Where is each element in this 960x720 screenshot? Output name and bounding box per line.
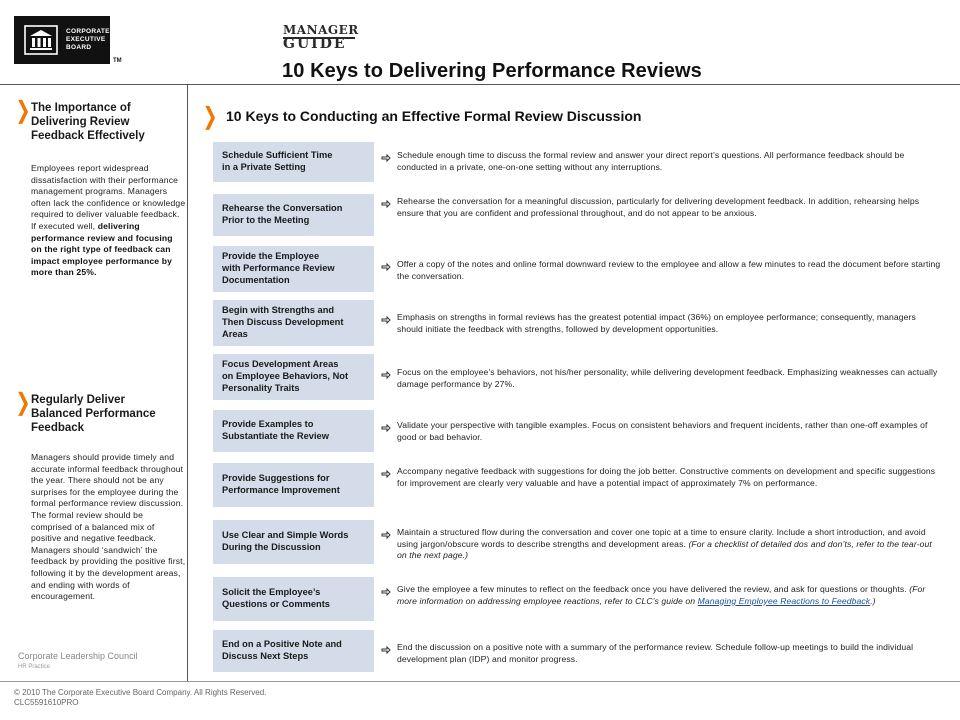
label-line: Schedule Sufficient Time — [222, 150, 333, 161]
key-label-clear-words — [213, 520, 374, 564]
top-divider — [0, 84, 960, 85]
key-description: Emphasis on strengths in formal reviews has the greatest potential impact (36%) on employee performance; consequently, managers should initiate the feedback with strengths, followed by development opportunities. — [397, 312, 916, 334]
trademark: TM — [113, 58, 122, 64]
guide-bottom-word: GUIDE — [283, 36, 347, 52]
label-line: Then Discuss Development — [222, 317, 344, 328]
heading-line: Feedback Effectively — [31, 130, 145, 142]
hand-pointer-icon — [381, 423, 391, 433]
label-line: Begin with Strengths and — [222, 305, 335, 316]
desc-text: Give the employee a few minutes to reflect on the feedback once you have delivered the review, and ask for questions or thoughts. — [397, 584, 907, 594]
desc-note-end: .) — [870, 595, 876, 606]
key-label-rehearse — [213, 194, 374, 236]
key-description: Schedule enough time to discuss the formal review and answer your direct report’s questions. All performance feedback should be conducted in a private, one-on-one setting without any interruptions. — [397, 150, 905, 172]
label-line: End on a Positive Note and — [222, 639, 342, 650]
column-divider — [187, 84, 188, 681]
key-label-strengths — [213, 300, 374, 346]
hand-pointer-icon — [381, 153, 391, 163]
copyright-line: © 2010 The Corporate Executive Board Company. All Rights Reserved. — [14, 688, 267, 697]
heading-line: The Importance of — [31, 102, 131, 114]
orange-chevron-icon: ❯ — [15, 96, 31, 124]
heading-line: Regularly Deliver — [31, 394, 125, 406]
key-label-schedule-time — [213, 142, 374, 182]
label-line: Performance Improvement — [222, 485, 340, 495]
hand-pointer-icon — [381, 469, 391, 479]
label-line: Prior to the Meeting — [222, 215, 310, 225]
hand-pointer-icon — [381, 645, 391, 655]
building-icon — [24, 25, 58, 55]
key-description: Offer a copy of the notes and online formal downward review to the employee and allow a few minutes to read the document before starting the conversation. — [397, 259, 941, 281]
label-line: with Performance Review — [222, 263, 335, 274]
label-line: Focus Development Areas — [222, 359, 339, 370]
orange-chevron-icon: ❯ — [15, 388, 31, 416]
heading-line: Delivering Review — [31, 116, 130, 128]
label-line: Documentation — [222, 274, 290, 285]
label-line: on Employee Behaviors, Not — [222, 371, 349, 382]
label-line: Provide Suggestions for — [222, 473, 330, 484]
label-line: Solicit the Employee’s — [222, 587, 321, 598]
document-code: CLC5591610PRO — [14, 698, 79, 707]
key-description: Focus on the employee’s behaviors, not his/her personality, while delivering development feedback. Emphasizing weaknesses can actually damage performance by 27%. — [397, 367, 938, 389]
key-description — [397, 584, 942, 607]
label-line: Rehearse the Conversation — [222, 203, 343, 214]
key-label-examples — [213, 410, 374, 452]
footer-organization: Corporate Leadership Council — [18, 651, 138, 661]
reactions-guide-link[interactable]: Managing Employee Reactions to Feedback — [697, 595, 871, 606]
label-line: Questions or Comments — [222, 599, 330, 609]
sidebar-body-importance — [31, 163, 186, 279]
key-label-solicit — [213, 577, 374, 621]
label-line: Use Clear and Simple Words — [222, 530, 349, 541]
heading-line: Balanced Performance — [31, 408, 156, 420]
label-line: Substantiate the Review — [222, 431, 329, 441]
label-line: During the Discussion — [222, 542, 321, 552]
body-text: Employees report widespread dissatisfaction with their performance management programs. Managers often lack the confidence or knowledge required to deliver valuable feedback. If executed well, — [31, 163, 186, 231]
footer-practice: HR Practice — [18, 664, 51, 670]
key-description: Rehearse the conversation for a meaningful discussion, particularly for delivering development feedback. In addition, rehearsing helps ensure that you are confident and professional throughout, and do not appear to be anxious. — [397, 196, 920, 218]
hand-pointer-icon — [381, 315, 391, 325]
footer-divider — [0, 681, 960, 682]
label-line: Discuss Next Steps — [222, 651, 309, 661]
key-label-behaviors — [213, 354, 374, 400]
desc-note: (For more information on addressing employee reactions, refer to CLC’s guide on — [397, 584, 926, 606]
label-line: in a Private Setting — [222, 162, 306, 172]
footer-copyright — [14, 688, 266, 708]
sidebar-heading-importance — [31, 101, 145, 143]
ceb-logo — [14, 16, 110, 64]
guide-top-word: MANAGER — [283, 23, 359, 37]
key-description — [397, 527, 942, 562]
heading-line: Feedback — [31, 422, 85, 434]
key-label-suggestions — [213, 463, 374, 507]
hand-pointer-icon — [381, 530, 391, 540]
desc-text: Maintain a structured flow during the conversation and cover one topic at a time to ensure clarity. Include a short introduction, and avoid using jargon/obscure words to describe strengths and development areas. — [397, 527, 926, 549]
sidebar-body-balanced: Managers should provide timely and accurate informal feedback throughout the year. There should not be any surprises for the employee during the formal performance review discussion. The formal review should be comprised of a balanced mix of positive and negative feedback. Managers should ‘sandwich’ the feedback by providing the positive first, following it by the development areas, and ending with words of encouragement. — [31, 452, 186, 602]
logo-text — [66, 28, 110, 52]
orange-chevron-icon: ❯ — [202, 102, 218, 130]
hand-pointer-icon — [381, 262, 391, 272]
hand-pointer-icon — [381, 587, 391, 597]
hand-pointer-icon — [381, 199, 391, 209]
label-line: Provide Examples to — [222, 419, 314, 430]
logo-line: CORPORATE — [66, 28, 110, 35]
logo-line: BOARD — [66, 44, 92, 51]
label-line: Provide the Employee — [222, 251, 320, 262]
label-line: Areas — [222, 328, 248, 339]
key-label-documentation — [213, 246, 374, 292]
desc-note: (For a checklist of detailed dos and don’ts, refer to the tear-out on the next page.) — [397, 538, 932, 561]
manager-guide-logo — [283, 22, 359, 52]
key-description: Validate your perspective with tangible examples. Focus on consistent behaviors and frequent incidents, rather than one-off examples of good or bad behavior. — [397, 420, 928, 442]
label-line: Personality Traits — [222, 382, 300, 393]
page-title: 10 Keys to Delivering Performance Reviews — [282, 60, 702, 82]
key-label-positive-note — [213, 630, 374, 672]
body-emphasis: delivering performance review and focusing on the right type of feedback can impact employee performance by more than 25%. — [31, 220, 173, 278]
section-heading: 10 Keys to Conducting an Effective Formal Review Discussion — [226, 108, 642, 124]
sidebar-heading-balanced — [31, 393, 156, 435]
key-description: Accompany negative feedback with suggestions for doing the job better. Constructive comments on development and specific suggestions for improvement are clearly very valuable and have a potential impact of approximately 7% on performance. — [397, 466, 936, 488]
hand-pointer-icon — [381, 370, 391, 380]
key-description: End the discussion on a positive note with a summary of the performance review. Schedule follow-up meetings to build the individual development plan (IDP) and monitor progress. — [397, 642, 914, 664]
logo-line: EXECUTIVE — [66, 36, 106, 43]
